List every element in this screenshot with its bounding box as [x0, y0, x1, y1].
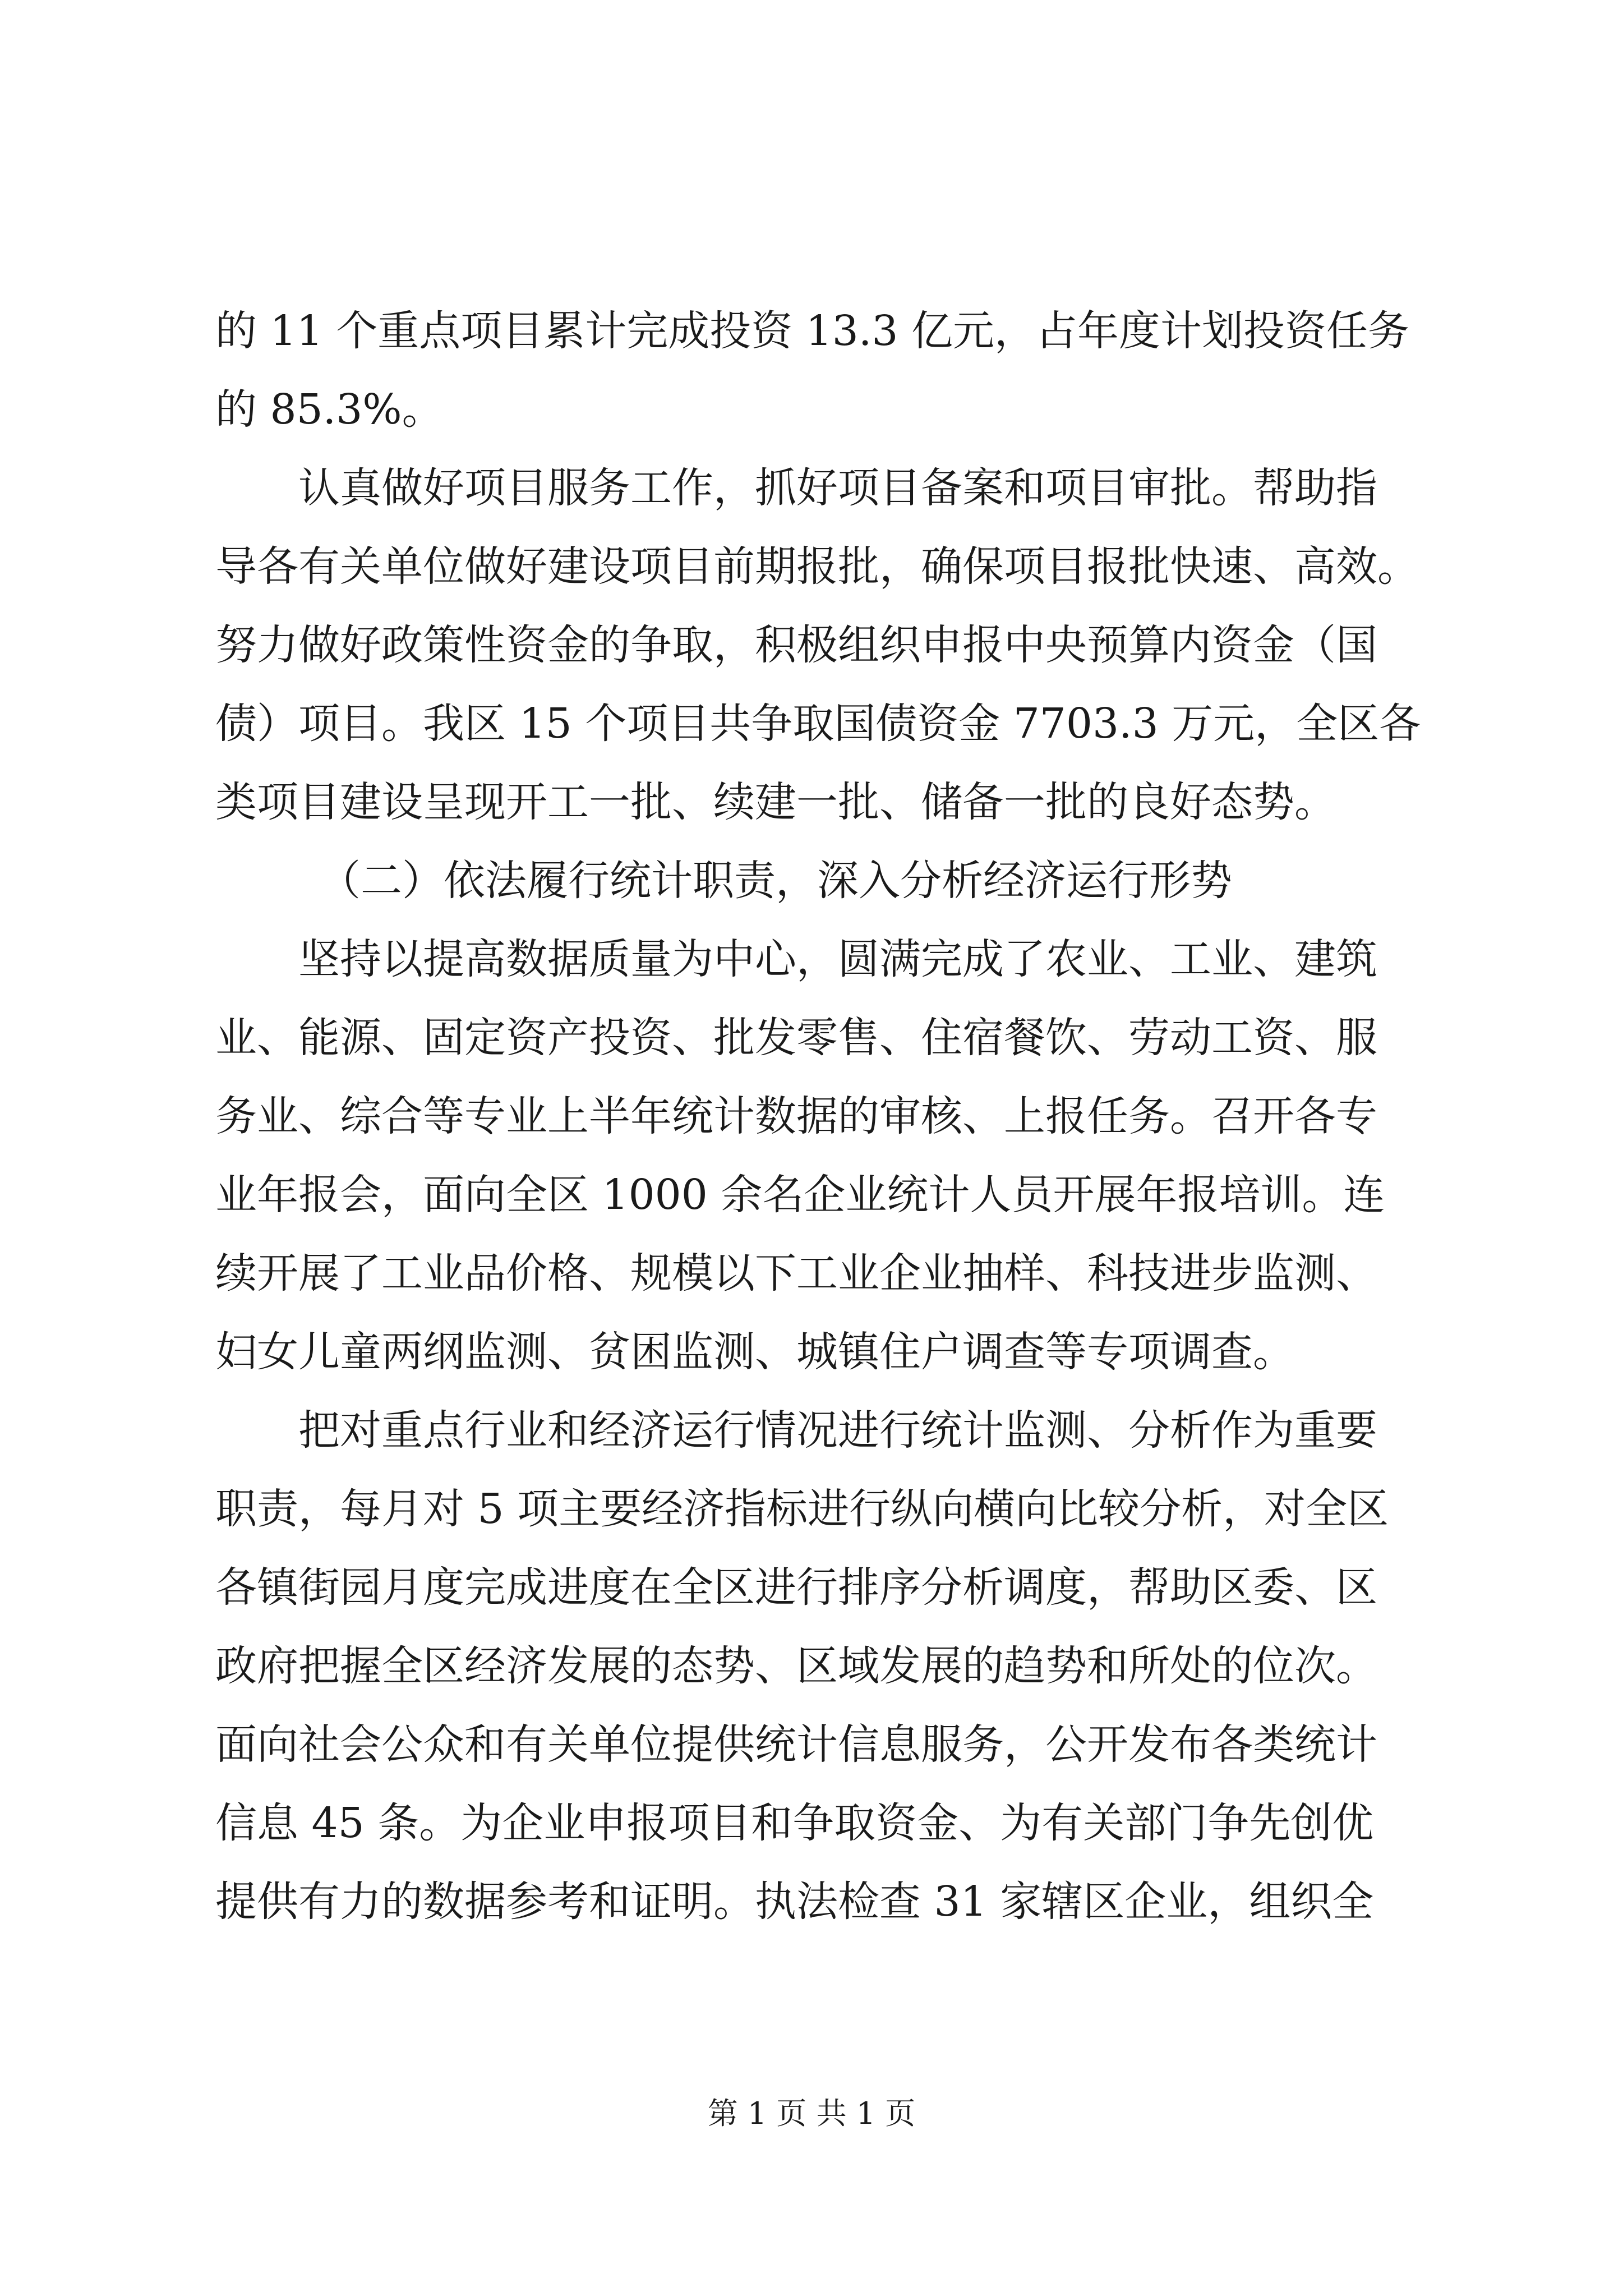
page-number-label: 第 1 页 共 1 页: [707, 2096, 916, 2131]
text-line: 面向社会公众和有关单位提供统计信息服务，公开发布各类统计: [215, 1720, 1377, 1769]
document-body: [215, 292, 1424, 1941]
text-line: 导各有关单位做好建设项目前期报批，确保项目报批快速、高效。: [215, 542, 1419, 591]
text-line: 妇女儿童两纲监测、贫困监测、城镇住户调查等专项调查。: [215, 1328, 1294, 1376]
text-line: 类项目建设呈现开工一批、续建一批、储备一批的良好态势。: [215, 778, 1336, 826]
page-footer: [0, 2091, 1623, 2136]
text-line: 债）项目。我区 15 个项目共争取国债资金 7703.3 万元，全区各: [215, 700, 1421, 748]
text-line: 业、能源、固定资产投资、批发零售、住宿餐饮、劳动工资、服: [215, 1014, 1377, 1062]
text-line: 的 85.3%。: [215, 385, 444, 434]
paragraph-start-line: 把对重点行业和经济运行情况进行统计监测、分析作为重要: [298, 1406, 1377, 1455]
text-line: 提供有力的数据参考和证明。执法检查 31 家辖区企业，组织全: [215, 1878, 1374, 1926]
section-heading: （二）依法履行统计职责，深入分析经济运行形势: [319, 857, 1232, 905]
text-line: 信息 45 条。为企业申报项目和争取资金、为有关部门争先创优: [215, 1799, 1374, 1847]
text-line: 各镇街园月度完成进度在全区进行排序分析调度，帮助区委、区: [215, 1563, 1377, 1612]
text-line: 的 11 个重点项目累计完成投资 13.3 亿元，占年度计划投资任务: [215, 307, 1410, 355]
text-line: 续开展了工业品价格、规模以下工业企业抽样、科技进步监测、: [215, 1249, 1377, 1297]
text-line: 职责，每月对 5 项主要经济指标进行纵向横向比较分析，对全区: [215, 1485, 1389, 1533]
paragraph-start-line: 认真做好项目服务工作，抓好项目备案和项目审批。帮助指: [298, 464, 1377, 512]
text-line: 政府把握全区经济发展的态势、区域发展的趋势和所处的位次。: [215, 1642, 1377, 1690]
text-line: 务业、综合等专业上半年统计数据的审核、上报任务。召开各专: [215, 1092, 1377, 1140]
text-line: 努力做好政策性资金的争取，积极组织申报中央预算内资金（国: [215, 621, 1377, 669]
paragraph-start-line: 坚持以提高数据质量为中心，圆满完成了农业、工业、建筑: [298, 935, 1377, 983]
text-line: 业年报会，面向全区 1000 余名企业统计人员开展年报培训。连: [215, 1171, 1385, 1219]
